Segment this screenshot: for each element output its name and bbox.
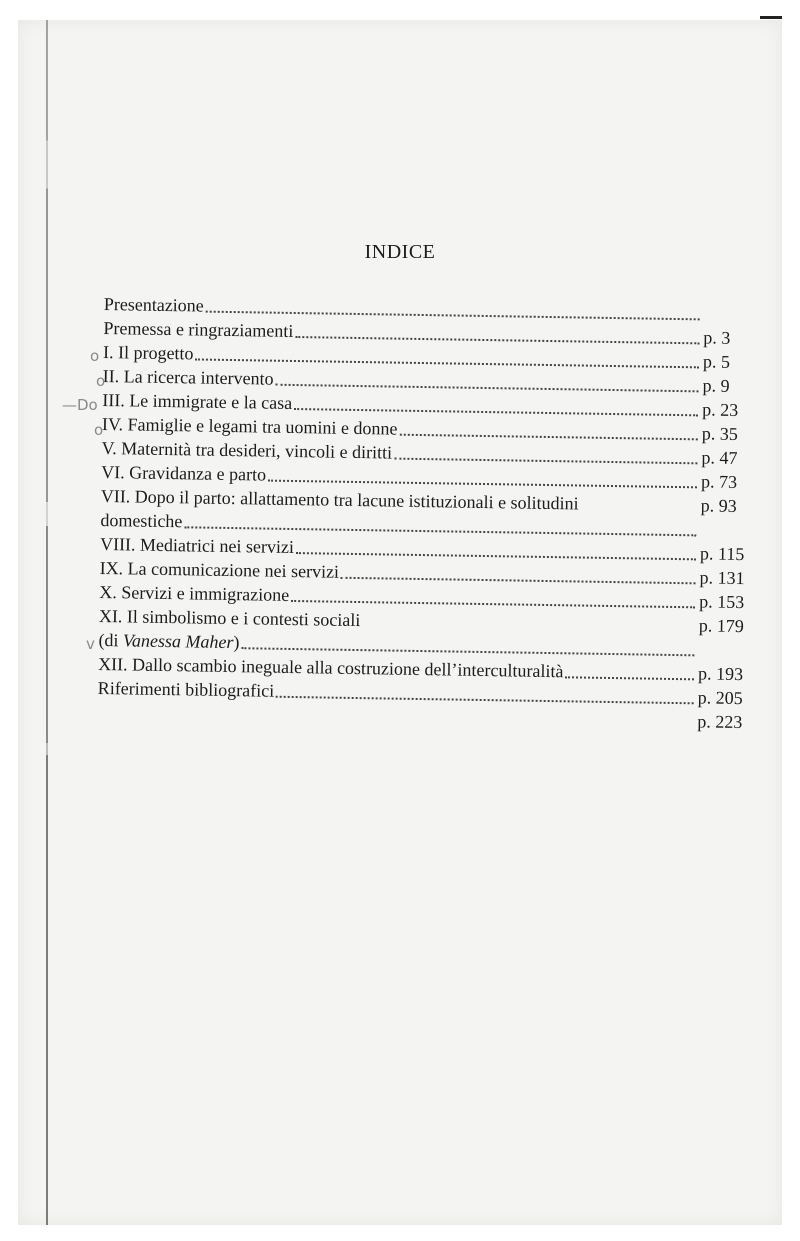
author-suffix: ) <box>233 632 240 653</box>
toc-page: p. 205 <box>697 687 743 709</box>
toc-label: I. Il progetto <box>102 341 194 364</box>
toc-page: p. 47 <box>701 447 738 468</box>
leader-dots <box>394 458 697 465</box>
author-name: Vanessa Maher <box>122 630 234 653</box>
toc-label: IX. La comunicazione nei servizi <box>99 557 340 582</box>
toc-label: II. La ricerca intervento <box>102 365 274 389</box>
author-prefix: (di <box>98 629 124 651</box>
toc-label: IV. Famiglie e legami tra uomini e donne <box>101 413 398 439</box>
toc-page: p. 115 <box>699 543 745 565</box>
pencil-check-mark: v <box>86 635 95 653</box>
pencil-circle-mark: o <box>90 347 100 365</box>
toc-label: III. Le immigrate e la casa <box>102 389 293 413</box>
spacer <box>362 627 694 632</box>
toc-page: p. 73 <box>700 471 738 492</box>
toc-label: V. Maternità tra desideri, vincoli e diritti <box>101 437 393 463</box>
toc-label: Presentazione <box>103 293 204 316</box>
pencil-circle-mark: o <box>96 372 106 390</box>
toc-page: p. 23 <box>702 399 739 420</box>
toc-label: Riferimenti bibliografici <box>97 677 275 701</box>
leader-dots <box>341 577 696 585</box>
toc-page: p. 131 <box>699 567 745 589</box>
toc-label: VIII. Mediatrici nei servizi <box>99 533 295 558</box>
toc-label: XI. Il simbolismo e i contesti sociali <box>98 605 361 631</box>
toc-label: domestiche <box>100 509 183 532</box>
leader-dots <box>399 434 697 441</box>
toc-label: VI. Gravidanza e parto <box>101 461 267 485</box>
toc-label: X. Servizi e immigrazione <box>99 581 290 605</box>
spacer <box>581 511 697 513</box>
leader-dots <box>565 676 694 680</box>
corner-mark <box>760 16 782 19</box>
toc-page: p. 179 <box>698 615 744 637</box>
toc-label: VII. Dopo il parto: allattamento tra lacune istituzionali e solitudini <box>100 485 579 514</box>
toc-label: Premessa e ringraziamenti <box>103 317 294 341</box>
toc-page: p. 9 <box>702 375 730 396</box>
toc-page: p. 93 <box>700 495 737 516</box>
toc-label <box>98 628 239 654</box>
toc-page: p. 3 <box>703 327 731 348</box>
pencil-circle-mark: o <box>94 421 104 439</box>
table-of-contents <box>97 292 774 734</box>
toc-page: p. 223 <box>697 711 743 733</box>
toc-page: p. 153 <box>699 591 745 613</box>
toc-page: p. 35 <box>701 423 739 444</box>
toc-page: p. 5 <box>702 351 731 372</box>
pencil-dash-mark: —Do <box>62 396 98 414</box>
toc-label: XII. Dallo scambio ineguale alla costruzione dell’interculturalità <box>97 653 564 682</box>
page-title: INDICE <box>364 241 436 263</box>
toc-page: p. 193 <box>697 663 744 685</box>
binding-edge <box>46 20 48 1225</box>
